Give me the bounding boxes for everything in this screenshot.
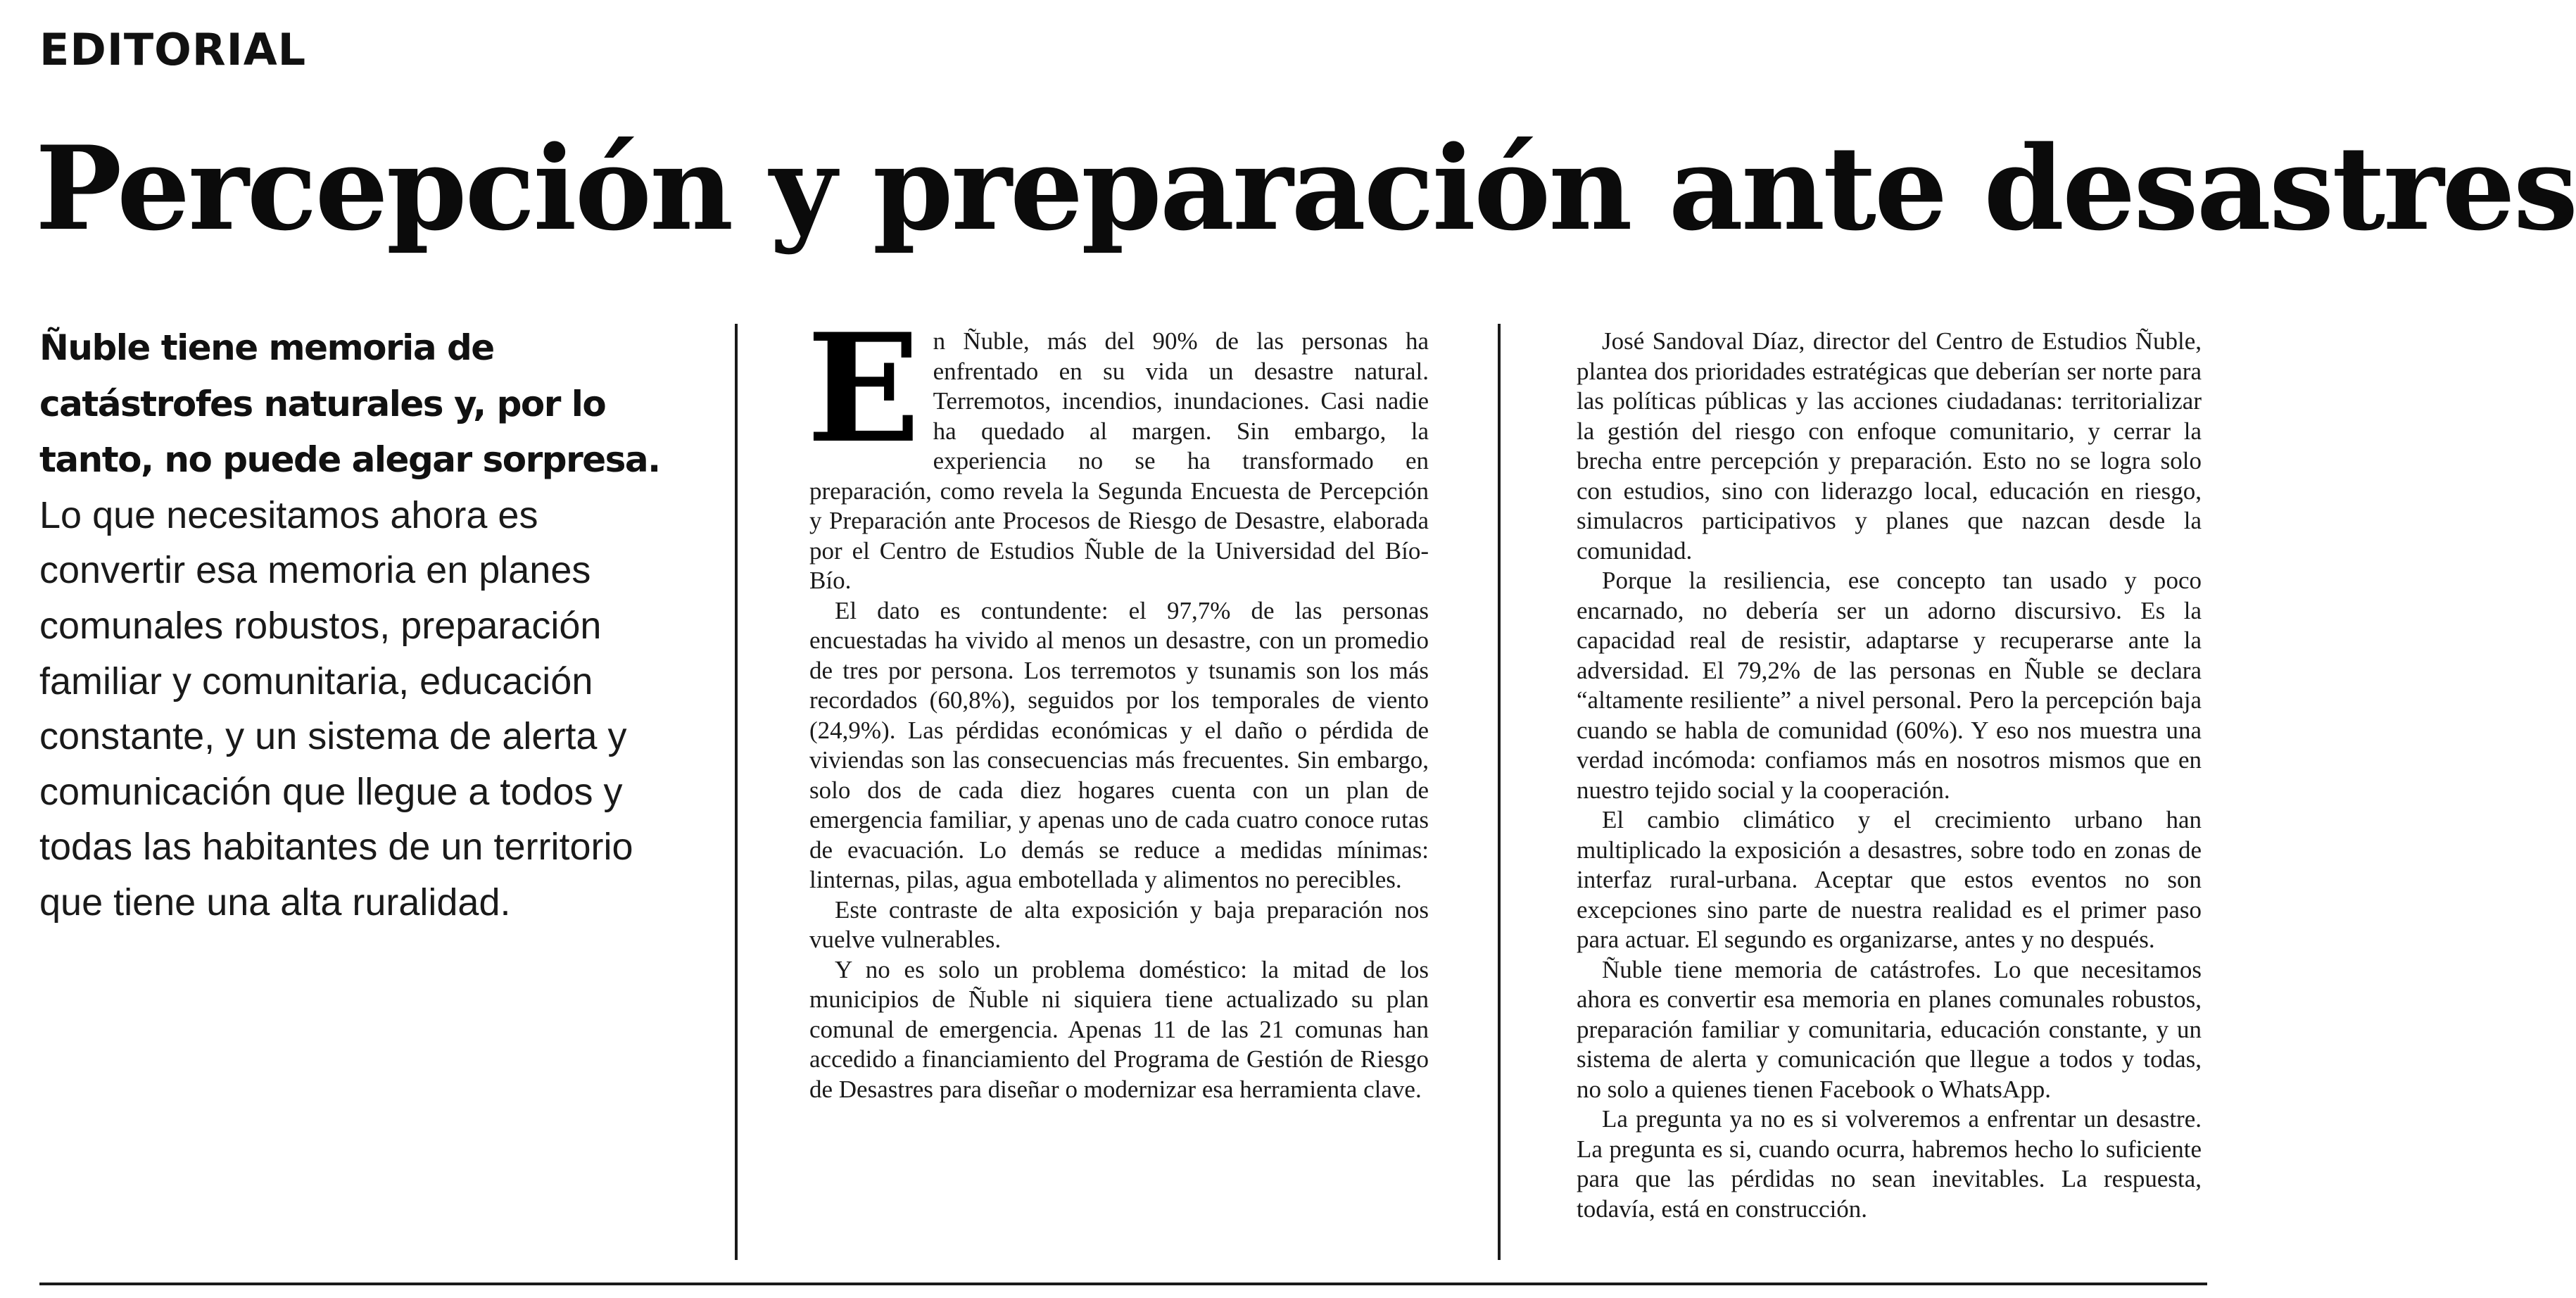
body-paragraph: Porque la resiliencia, ese concepto tan usado y poco encarnado, no debería ser un adorno discursivo. Es la capacidad real de resistir, adaptarse y recuperarse ante la adversidad. El 79,2% de las personas en Ñuble se declara “altamente resiliente” a nivel personal. Pero la percepción baja cuando se habla de comunidad (60%). Y eso nos muestra una verdad incómoda: confiamos más en nosotros mismos que en nuestro tejido social y la cooperación. — [1577, 567, 2202, 804]
body-paragraph: Ñuble tiene memoria de catástrofes. Lo que necesitamos ahora es convertir esa memoria en planes comunales robustos, preparación familiar y comunitaria, educación constante, y un sistema de alerta y comunicación que llegue a todos y todas, no solo a quienes tienen Facebook o WhatsApp. — [1577, 955, 2202, 1103]
section-label: EDITORIAL — [39, 24, 307, 75]
body-paragraph: Y no es solo un problema doméstico: la mitad de los municipios de Ñuble ni siquiera tiene actualizado su plan comunal de emergencia. Apenas 11 de las 21 comunas han accedido a financiamiento del Programa de Gestión de Riesgo de Desastres para diseñar o modernizar esa herramienta clave. — [809, 955, 1429, 1103]
body-paragraph: La pregunta ya no es si volveremos a enfrentar un desastre. La pregunta es si, cuando ocurra, habremos hecho lo suficiente para que las pérdidas no sean inevitables. La respuesta, todavía, está en construcción. — [1577, 1105, 2202, 1223]
body-column-2 — [1577, 327, 2202, 1224]
body-paragraph-text: n Ñuble, más del 90% de las personas ha enfrentado en su vida un desastre natural. Terremotos, incendios, inundaciones. Casi nadie ha quedado al margen. Sin embargo, la experiencia no se ha transformado en preparación, como revela la Segunda Encuesta de Percepción y Preparación ante Procesos de Riesgo de Desastre, elaborada por el Centro de Estudios Ñuble de la Universidad del Bío-Bío. — [809, 327, 1429, 594]
body-paragraph: José Sandoval Díaz, director del Centro de Estudios Ñuble, plantea dos prioridades estratégicas que deberían ser norte para las políticas públicas y las acciones ciudadanas: territorializar la gestión del riesgo con enfoque comunitario, y cerrar la brecha entre percepción y preparación. Esto no se logra solo con estudios, sino con liderazgo local, educación en riesgo, simulacros participativos y planes que nazcan desde la comunidad. — [1577, 327, 2202, 565]
body-paragraph: Este contraste de alta exposición y baja preparación nos vuelve vulnerables. — [809, 895, 1429, 953]
lead-paragraph — [39, 320, 673, 931]
lead-text: Lo que necesitamos ahora es convertir esa memoria en planes comunales robustos, preparación familiar y comunitaria, educación constante, y un sistema de alerta y comunicación que llegue a todos y todas las habitantes de un territorio que tiene una alta ruralidad. — [39, 493, 633, 924]
body-paragraph: El cambio climático y el crecimiento urbano han multiplicado la exposición a desastres, sobre todo en zonas de interfaz rural-urbana. Aceptar que estos eventos no son excepciones sino parte de nuestra realidad es el primer paso para actuar. El segundo es organizarse, antes y no después. — [1577, 806, 2202, 953]
headline: Percepción y preparación ante desastres — [35, 120, 2576, 256]
drop-cap: E — [807, 301, 921, 476]
body-paragraph — [807, 301, 1429, 596]
column-divider — [735, 324, 738, 1260]
column-divider — [1498, 324, 1501, 1260]
bottom-rule — [39, 1283, 2207, 1285]
body-paragraph: El dato es contundente: el 97,7% de las personas encuestadas ha vivido al menos un desastre, con un promedio de tres por persona. Los terremotos y tsunamis son los más recordados (60,8%), seguidos por los temporales de viento (24,9%). Las pérdidas económicas y el daño o pérdida de viviendas son las consecuencias más frecuentes. Sin embargo, solo dos de cada diez hogares cuenta con un plan de emergencia familiar, y apenas uno de cada cuatro conoce rutas de evacuación. Lo demás se reduce a medidas mínimas: linternas, pilas, agua embotellada y alimentos no perecibles. — [809, 596, 1429, 893]
body-column-1 — [807, 301, 1429, 1104]
lead-bold-text: Ñuble tiene memoria de catástrofes naturales y, por lo tanto, no puede alegar sorpresa. — [39, 327, 660, 481]
